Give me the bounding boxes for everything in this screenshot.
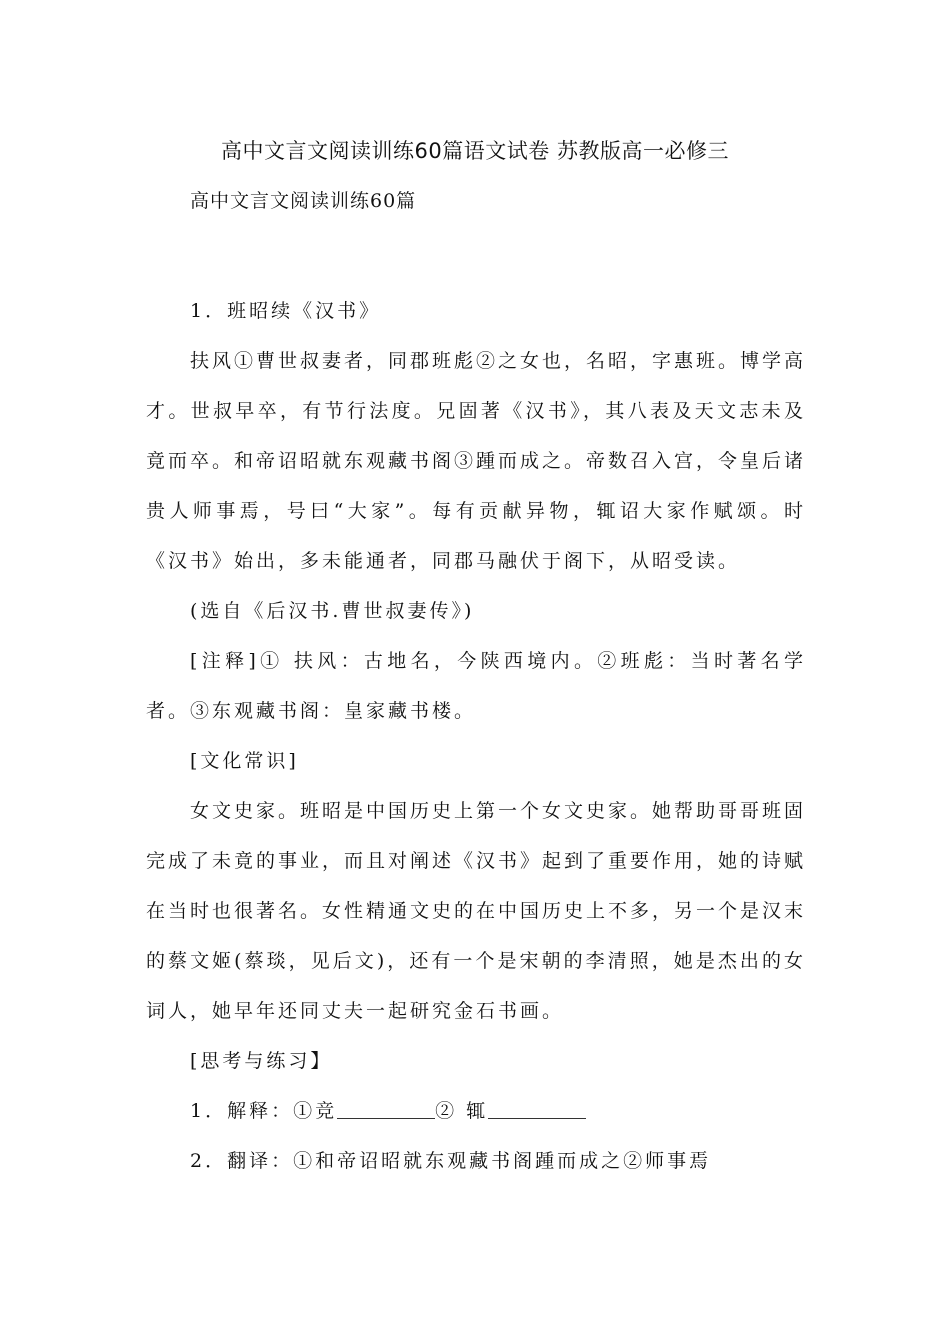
question-2: 2．翻译：①和帝诏昭就东观藏书阁踵而成之②师事焉	[190, 1150, 712, 1172]
answer-blank-2[interactable]	[488, 1098, 586, 1119]
question-1-mid: ② 辄	[435, 1100, 489, 1122]
annotation-notes: [注释]① 扶风：古地名，今陕西境内。②班彪：当时著名学者。③东观藏书阁：皇家藏书楼。	[146, 650, 806, 722]
classical-passage: 扶风①曹世叔妻者，同郡班彪②之女也，名昭，字惠班。博学高才。世叔早卒，有节行法度。兄固著《汉书》，其八表及天文志未及竟而卒。和帝诏昭就东观藏书阁③踵而成之。帝数召入宫，令皇后诸贵人师事焉，号曰“大家”。每有贡献异物，辄诏大家作赋颂。时《汉书》始出，多未能通者，同郡马融伏于阁下，从昭受读。	[146, 350, 807, 572]
culture-text: 女文史家。班昭是中国历史上第一个女文史家。她帮助哥哥班固完成了未竟的事业，而且对阐述《汉书》起到了重要作用，她的诗赋在当时也很著名。女性精通文史的在中国历史上不多，另一个是汉末的蔡文姬(蔡琰，见后文)，还有一个是宋朝的李清照，她是杰出的女词人，她早年还同丈夫一起研究金石书画。	[146, 800, 807, 1022]
answer-blank-1[interactable]	[337, 1098, 435, 1119]
source-citation: (选自《后汉书.曹世叔妻传》)	[190, 600, 475, 622]
exercise-heading: [思考与练习】	[190, 1050, 333, 1072]
question-1	[146, 1086, 806, 1136]
document-subtitle: 高中文言文阅读训练60篇	[190, 190, 417, 212]
document-body	[146, 286, 806, 1186]
section-heading: 1．班昭续《汉书》	[190, 300, 382, 322]
question-1-prefix: 1．解释：①竞	[190, 1100, 338, 1122]
culture-heading: [文化常识]	[190, 750, 299, 772]
document-title: 高中文言文阅读训练60篇语文试卷 苏教版高一必修三	[221, 139, 729, 163]
